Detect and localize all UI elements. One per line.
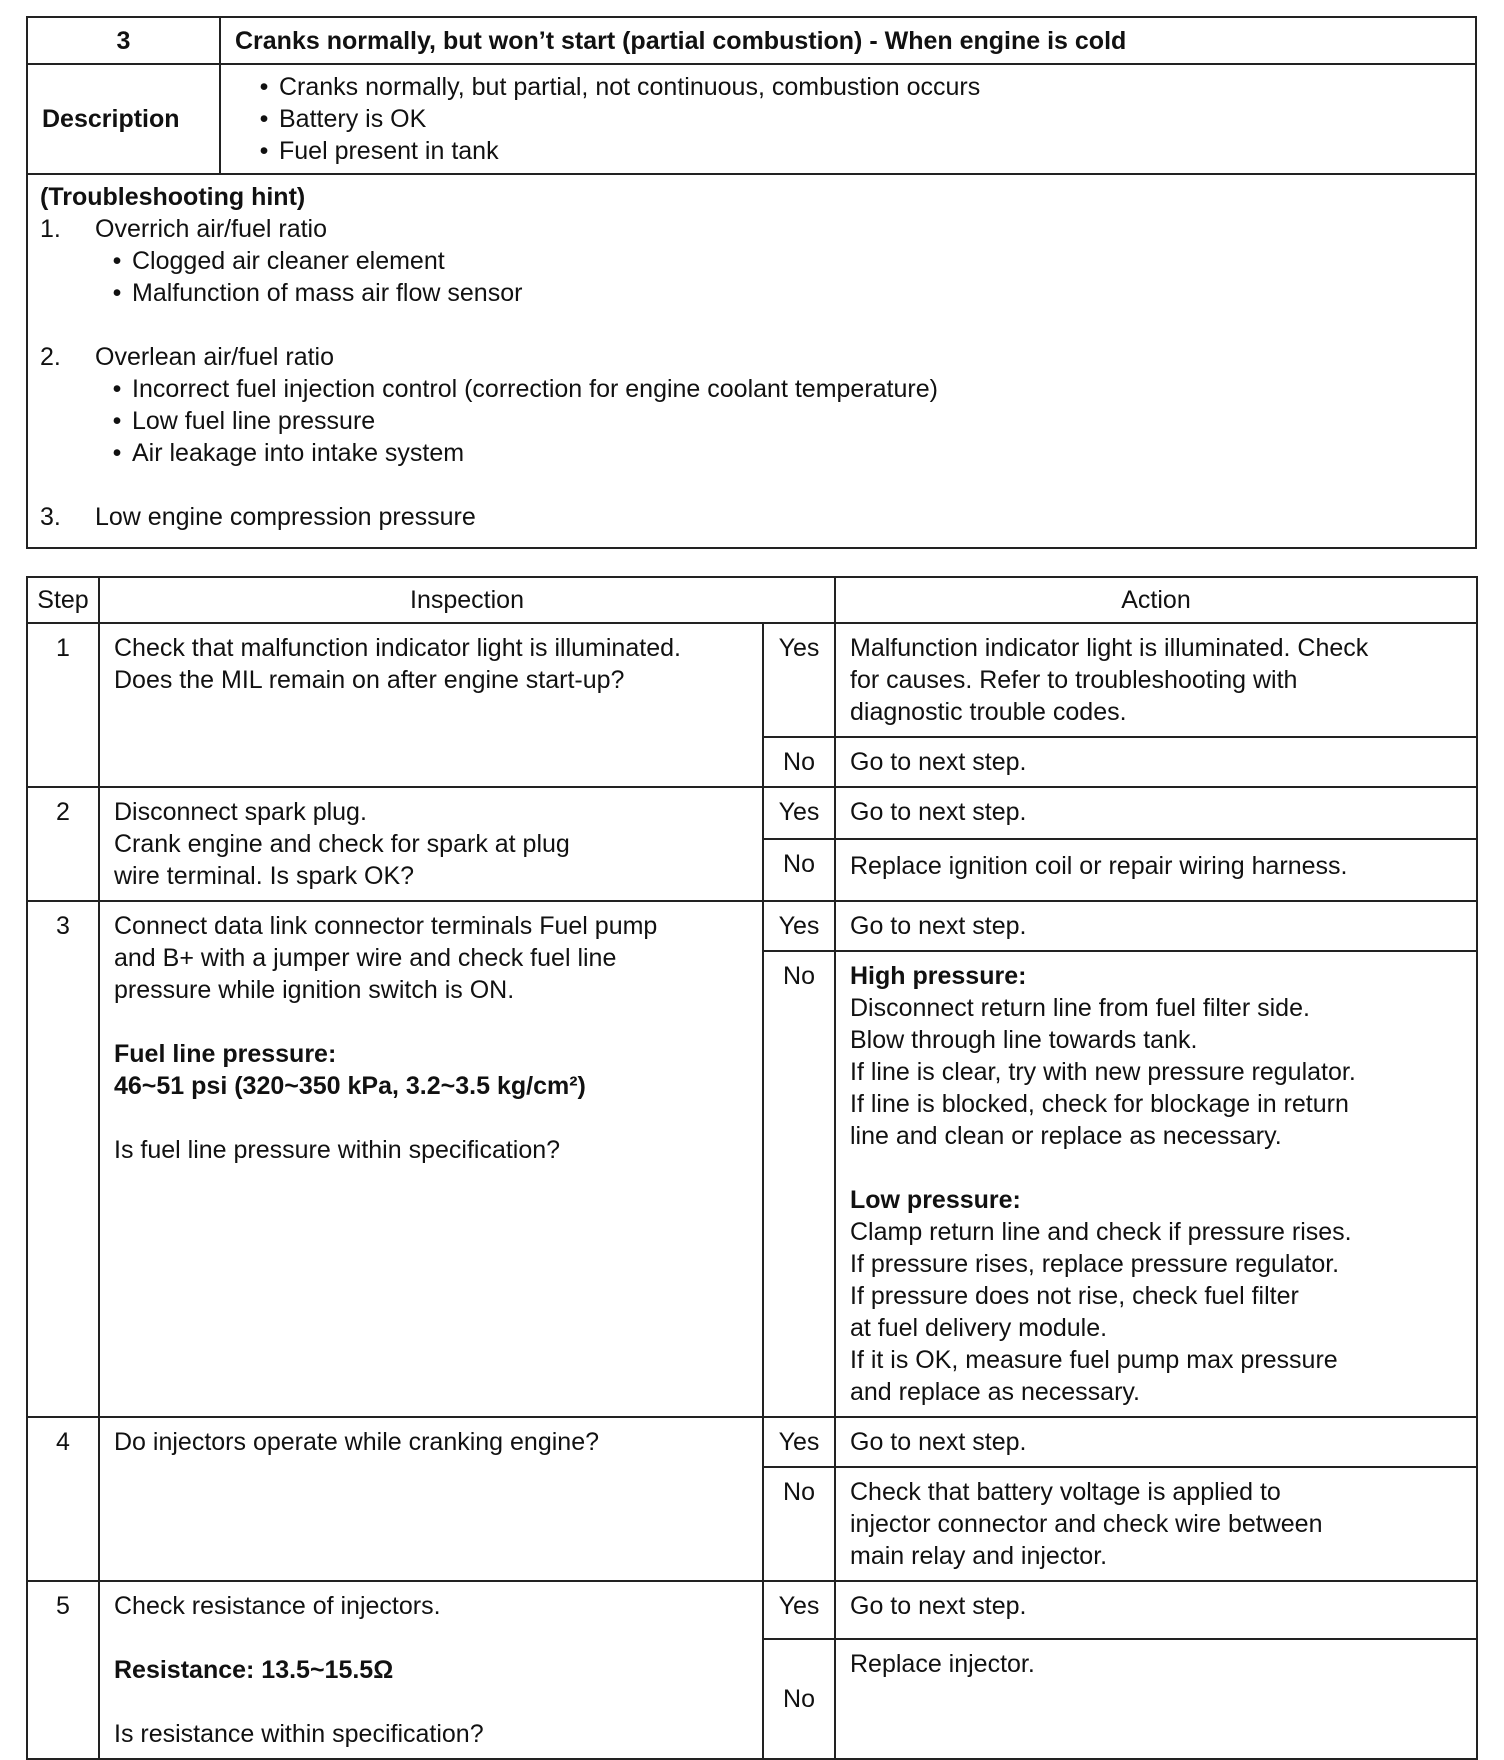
description-list [220,64,1476,174]
no-action: Check that battery voltage is applied to injector connector and check wire between main relay and injector. [835,1467,1477,1581]
step-inspection: Connect data link connector terminals Fuel pump and B+ with a jumper wire and check fuel line pressure while ignition switch is ON. Fuel line pressure: 46~51 psi (320~350 kPa, 3.2~3.5 kg/cm²) Is fuel line pressure within specification? [99,901,763,1417]
hint-bullet: • Incorrect fuel injection control (correction for engine coolant temperature) [40,373,1475,405]
step-inspection: Check that malfunction indicator light is illuminated. Does the MIL remain on after engine start-up? [99,623,763,787]
step-inspection: Disconnect spark plug. Crank engine and check for spark at plug wire terminal. Is spark OK? [99,787,763,901]
yes-action: Go to next step. [835,787,1477,839]
header-step: Step [27,577,99,623]
step-number: 1 [27,623,99,787]
description-item: • Fuel present in tank [249,135,1475,167]
hint-item: 3. Low engine compression pressure [40,503,476,531]
table-row [27,1417,1477,1467]
spec-value: 46~51 psi (320~350 kPa, 3.2~3.5 kg/cm²) [114,1072,586,1100]
symptom-number: 3 [27,17,220,64]
step-number: 2 [27,787,99,901]
description-label: Description [27,64,220,174]
hint-item: 2. Overlean air/fuel ratio [40,343,335,371]
description-item: • Battery is OK [249,103,1475,135]
no-action: High pressure: Disconnect return line from fuel filter side. Blow through line towards tank. If line is clear, try with new pressure regulator. If line is blocked, check for blockage in return line and clean or replace as necessary. Low pressure: Clamp return line and check if pressure rises. If pressure rises, replace pressure regulator. If pressure does not rise, check fuel filter at fuel delivery module. If it is OK, measure fuel pump max pressure and replace as necessary. [835,951,1477,1417]
hint-bullet: • Air leakage into intake system [40,437,1475,469]
yes-label: Yes [763,901,835,951]
no-action: Replace injector. [835,1639,1477,1759]
no-action: Replace ignition coil or repair wiring harness. [835,839,1477,901]
hint-bullet: • Low fuel line pressure [40,405,1475,437]
symptom-header-table [26,16,1477,549]
symptom-title: Cranks normally, but won’t start (partial combustion) - When engine is cold [220,17,1476,64]
hint-item: 1. Overrich air/fuel ratio [40,215,328,243]
step-inspection: Check resistance of injectors. Resistance: 13.5~15.5Ω Is resistance within specification? [99,1581,763,1759]
no-label: No [763,839,835,901]
header-inspection: Inspection [99,577,835,623]
yes-action: Malfunction indicator light is illuminated. Check for causes. Refer to troubleshooting with diagnostic trouble codes. [835,623,1477,737]
yes-label: Yes [763,1417,835,1467]
description-item: • Cranks normally, but partial, not continuous, combustion occurs [249,71,1475,103]
low-pressure-title: Low pressure: [850,1186,1021,1214]
no-label: No [763,1639,835,1759]
table-row [27,787,1477,839]
no-label: No [763,1467,835,1581]
yes-label: Yes [763,1581,835,1639]
yes-action: Go to next step. [835,901,1477,951]
hint-title: (Troubleshooting hint) [40,183,306,211]
yes-label: Yes [763,623,835,737]
step-number: 5 [27,1581,99,1759]
spec-question: Is resistance within specification? [114,1720,484,1748]
no-label: No [763,951,835,1417]
spec-question: Is fuel line pressure within specification? [114,1136,561,1164]
hint-bullet: • Clogged air cleaner element [40,245,1475,277]
inspection-steps-table [26,576,1478,1760]
step-inspection: Do injectors operate while cranking engine? [99,1417,763,1581]
no-label: No [763,737,835,787]
spec-label: Fuel line pressure: [114,1040,337,1068]
hint-bullet: • Malfunction of mass air flow sensor [40,277,1475,309]
table-row [27,623,1477,737]
yes-action: Go to next step. [835,1417,1477,1467]
no-action: Go to next step. [835,737,1477,787]
yes-label: Yes [763,787,835,839]
header-action: Action [835,577,1477,623]
yes-action: Go to next step. [835,1581,1477,1639]
table-row [27,901,1477,951]
step-number: 4 [27,1417,99,1581]
high-pressure-title: High pressure: [850,962,1027,990]
step-number: 3 [27,901,99,1417]
table-row [27,1581,1477,1639]
spec-label: Resistance: 13.5~15.5Ω [114,1656,394,1684]
troubleshooting-hint [27,174,1476,548]
